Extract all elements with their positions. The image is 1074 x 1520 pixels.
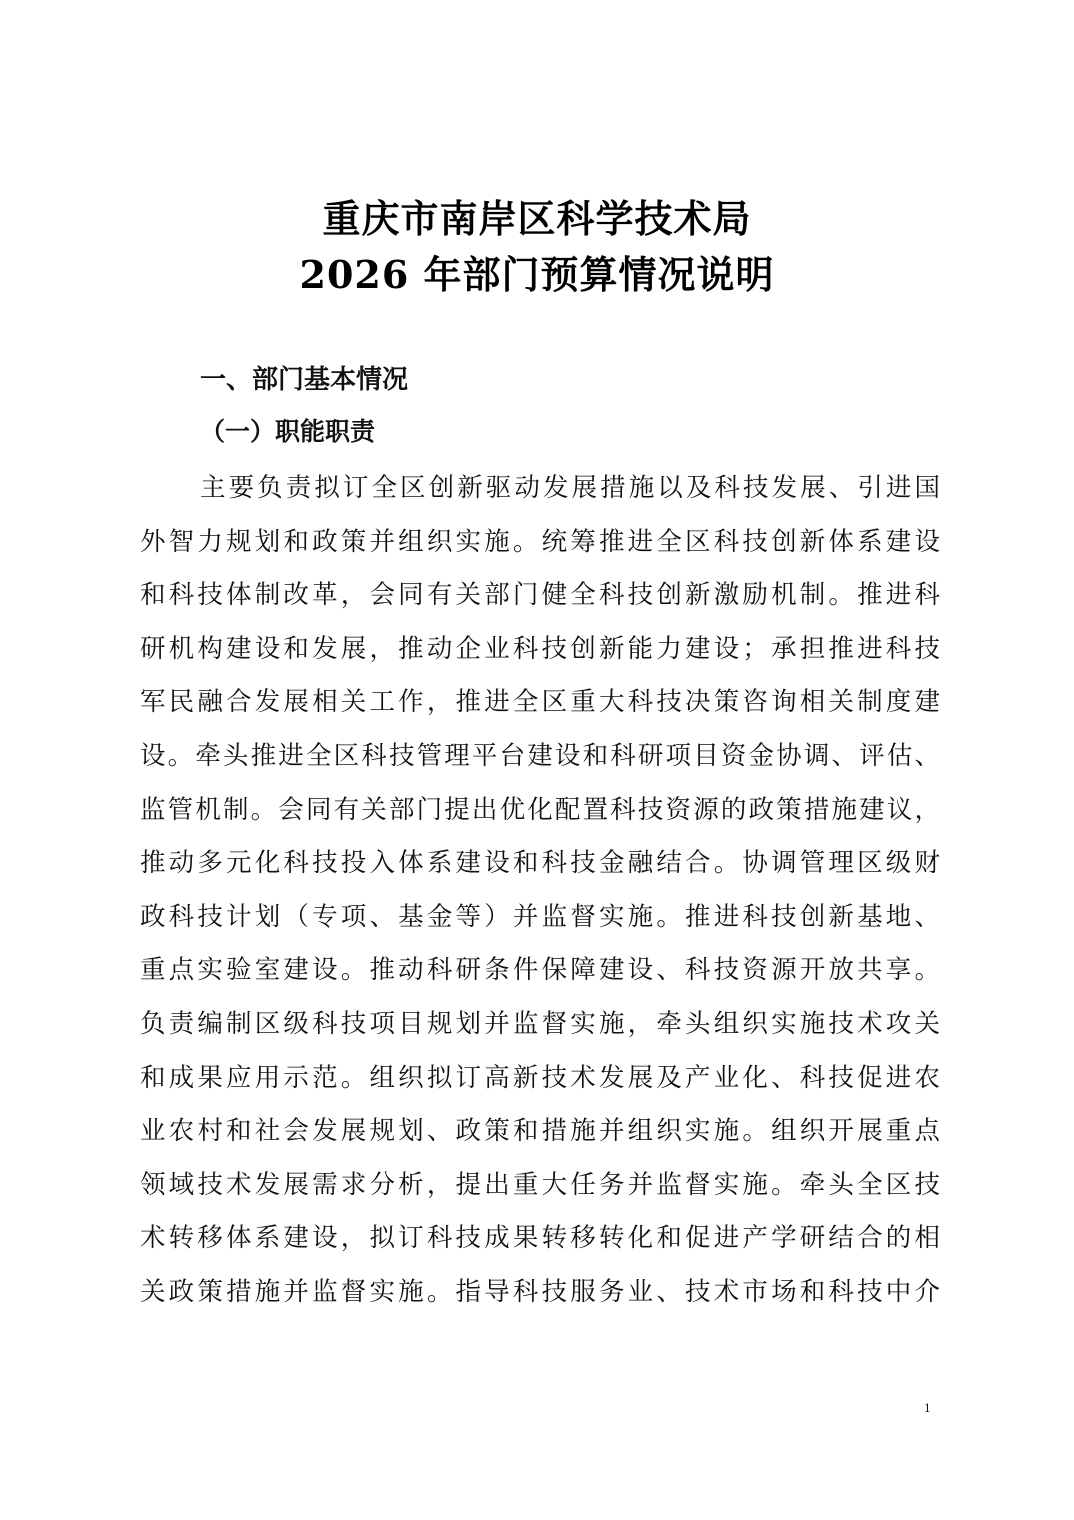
paragraph-line: 和科技体制改革，会同有关部门健全科技创新激励机制。推进科: [140, 580, 940, 611]
paragraph-line: 和成果应用示范。组织拟订高新技术发展及产业化、科技促进农: [140, 1062, 940, 1093]
document-title-line-2: 2026 年部门预算情况说明: [299, 252, 775, 297]
paragraph-line: 研机构建设和发展，推动企业科技创新能力建设；承担推进科技: [140, 633, 940, 664]
subsection-heading: （一）职能职责: [200, 417, 376, 446]
paragraph-line: 业农村和社会发展规划、政策和措施并组织实施。组织开展重点: [140, 1116, 940, 1147]
paragraph-line: 政科技计划（专项、基金等）并监督实施。推进科技创新基地、: [140, 901, 940, 932]
paragraph-line: 领域技术发展需求分析，提出重大任务并监督实施。牵头全区技: [140, 1169, 940, 1200]
paragraph-line: 设。牵头推进全区科技管理平台建设和科研项目资金协调、评估、: [140, 740, 940, 771]
paragraph-line: 术转移体系建设，拟订科技成果转移转化和促进产学研结合的相: [140, 1223, 940, 1254]
document-title-line-1: 重庆市南岸区科学技术局: [322, 196, 752, 241]
paragraph-line: 外智力规划和政策并组织实施。统筹推进全区科技创新体系建设: [140, 526, 940, 557]
paragraph-line: 关政策措施并监督实施。指导科技服务业、技术市场和科技中介: [140, 1276, 940, 1307]
page-number: 1: [924, 1400, 931, 1415]
paragraph-line: 主要负责拟订全区创新驱动发展措施以及科技发展、引进国: [200, 473, 940, 503]
section-heading: 一、部门基本情况: [200, 365, 409, 395]
paragraph-line: 推动多元化科技投入体系建设和科技金融结合。协调管理区级财: [140, 848, 940, 879]
paragraph-line: 负责编制区级科技项目规划并监督实施，牵头组织实施技术攻关: [140, 1008, 940, 1039]
body-paragraph: [140, 466, 940, 1324]
paragraph-line: 重点实验室建设。推动科研条件保障建设、科技资源开放共享。: [140, 955, 940, 986]
paragraph-line: 监管机制。会同有关部门提出优化配置科技资源的政策措施建议，: [140, 794, 940, 825]
paragraph-line: 军民融合发展相关工作，推进全区重大科技决策咨询相关制度建: [140, 687, 940, 718]
